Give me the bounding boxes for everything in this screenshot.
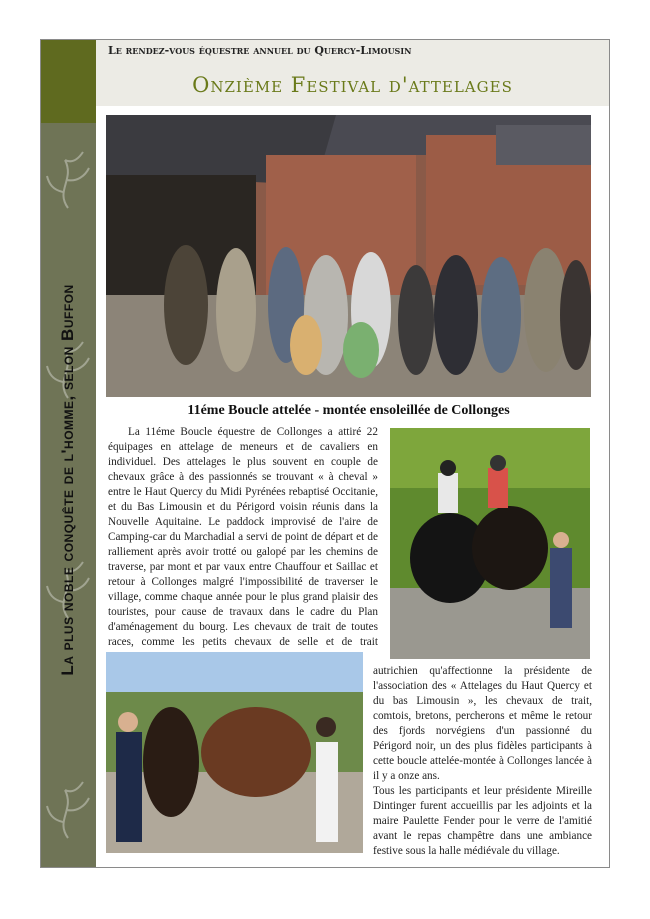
article-paragraph: Tous les participants et leur présidente Mireille Dintinger furent accueillis par les adjoints et la maire Paulette Fender pour le verre de l'amitié avant le repas champêtre dans une ambiance festive sous la halle médiévale du village.	[373, 785, 592, 857]
group-photo	[106, 115, 591, 397]
floral-ornament-icon	[45, 150, 92, 210]
headline: Onzième Festival d'attelages	[192, 73, 513, 97]
side-title: La plus noble conquête de l'homme, selon Buffon	[58, 284, 77, 676]
article-column-2	[373, 664, 592, 859]
photo-caption: 11éme Boucle attelée - montée ensoleillée de Collonges	[187, 403, 510, 418]
kicker: Le rendez-vous équestre annuel du Quercy-Limousin	[108, 44, 412, 57]
header-band	[96, 40, 609, 106]
floral-ornament-icon	[45, 780, 92, 840]
article-paragraph: La 11éme Boucle équestre de Collonges a attiré 22 équipages en attelage de meneurs et de cavaliers en individuel. Des attelages le plus souvent en couple de chevaux grâce à des passionnés se trouvant « à cheval » entre le Haut Quercy du Midi Pyrénées rebaptisé Occitanie, et du Bas Limousin et du Périgord voisin réunis dans la Nouvelle Aquitaine. Le paddock improvisé de l'aire de Camping-car du Marchadial a servi de point de départ et de ralliement après avoir trotté ou galopé par les chemins de traverse, par mont et par vaux entre Chauffour et Saillac et retour à Collonges malgré l'impossibilité de traverser le village, comme chaque année pour le plus grand plaisir des touristes, pour cause de travaux dans le cadre du Plan d'aménagement du bourg. Les chevaux de trait de toutes races, comme les petits chevaux de selle et de trait	[108, 426, 378, 648]
article-column-1	[108, 425, 378, 665]
horses-photo	[106, 652, 363, 853]
article-paragraph-continued: autrichien qu'affectionne la présidente de l'association des « Attelages du Haut Quercy et du bas Limousin », les chevaux de trait, comtois, bretons, percherons et même le retour des fjords norvégiens d'un passionné du Périgord noir, un des plus fidèles participants à cette boucle attelée-montée à Collonges lancée à il y a onze ans.	[373, 665, 592, 782]
riders-photo	[390, 428, 590, 659]
side-band-top-square	[41, 40, 96, 123]
